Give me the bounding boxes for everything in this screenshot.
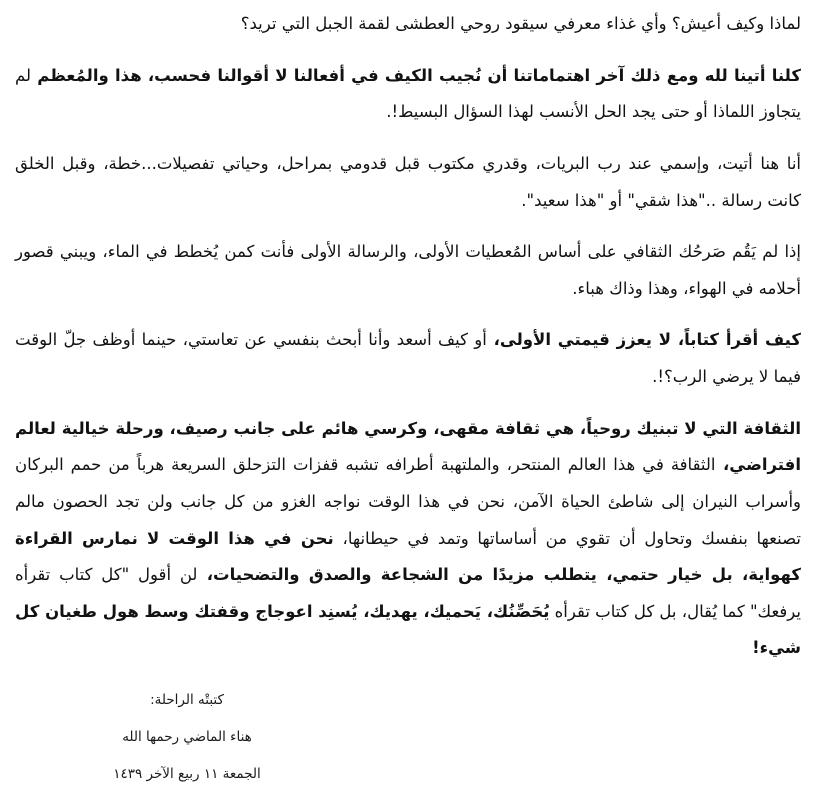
signature-block xyxy=(87,682,287,793)
text-run: لن أقول "كل كتاب تقرأه يرفعك" كما يُقال، بل كل كتاب تقرأه xyxy=(15,565,802,621)
paragraph-question xyxy=(15,6,801,43)
text-run: الثقافة في هذا العالم المنتحر، والملتهبة أطرافه تشبه قفزات التزحلق السريعة هرباً من حمم البركان وأسراب النيران إلى شاطئ الحياة الآمن، نحن في هذا الوقت نواجه الغزو من كل جانب ولن تجد الحصون مالم تصنعها بنفسك وتحاول أن تقوي من أساساتها وتمد في حيطانها، xyxy=(15,455,802,548)
text-run-bold: نحن في هذا الوقت لا نمارس القراءة كهواية، بل خيار حتمي، يتطلب مزيدًا من الشجاعة والصدق والتضحيات، xyxy=(15,528,801,585)
text-run-bold: يُحَصِّنُك، يَحميك، يهديك، يُسنِد اعوجاج وقفتك وسط هول طغيان كل شيء! xyxy=(15,601,801,658)
paragraph-sarh xyxy=(15,234,801,307)
paragraph-thaqafah xyxy=(15,411,801,667)
text-run-bold: كيف أقرأ كتاباً، لا يعزز قيمتي الأولى، xyxy=(486,330,802,350)
paragraph-qiraah xyxy=(15,322,801,395)
text-run-bold: الثقافة التي لا تبنيك روحياً، هي ثقافة مقهى، وكرسي هائم على جانب رصيف، ورحلة خيالية لعالم افتراضي، xyxy=(15,418,802,475)
text-run: لماذا وكيف أعيش؟ وأي غذاء معرفي سيقود روحي العطشى لقمة الجبل التي تريد؟ xyxy=(240,14,801,33)
signature-written-by: كتبتْه الراحلة: xyxy=(150,692,224,708)
text-run: أنا هنا أتيت، وإسمي عند رب البريات، وقدري مكتوب قبل قدومي بمراحل، وحياتي تفصيلات...خطة، وقبل الخلق كانت رسالة .."هذا شقي" أو "هذا سعيد". xyxy=(15,153,801,210)
text-run-bold: كلنا أتينا لله ومع ذلك آخر اهتماماتنا أن نُجيب الكيف في أفعالنا لا أقوالنا فحسب، هذا والمُعظم xyxy=(31,65,801,85)
signature-date: الجمعة ١١ ربيع الآخر ١٤٣٩ xyxy=(113,766,261,783)
signature-author: هناء الماضي رحمها الله xyxy=(122,729,252,746)
paragraph-kayf xyxy=(15,58,801,131)
text-run: لم يتجاوز اللماذا أو حتى يجد الحل الأنسب لهذا السؤال البسيط!. xyxy=(15,65,801,122)
text-run: إذا لم يَقُم صَرحُك الثقافي على أساس المُعطيات الأولى، والرسالة الأولى فأنت كمن يُخطط في الماء، ويبني قصور أحلامه في الهواء، وهذا وذاك هباء. xyxy=(15,242,801,298)
text-run: أو كيف أسعد وأنا أبحث بنفسي عن تعاستي، حينما أوظف جلّ الوقت فيما لا يرضي الرب؟!. xyxy=(15,330,801,386)
paragraph-qadar xyxy=(15,146,801,219)
